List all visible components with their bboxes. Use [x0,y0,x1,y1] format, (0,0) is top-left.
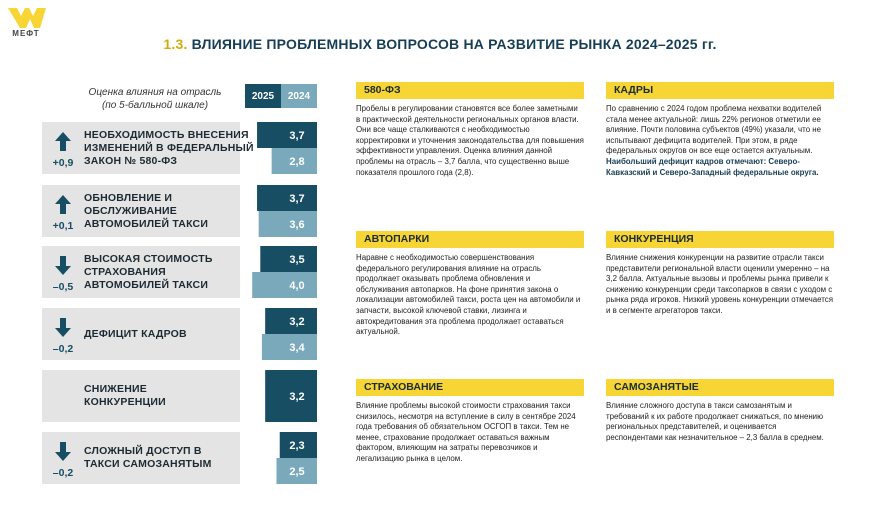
card-insurance-title: СТРАХОВАНИЕ [356,379,584,396]
card-insurance-body: Влияние проблемы высокой стоимости страхования такси снизилось, несмотря на вступление в силу в сентябре 2024 года требования об обязательном ОСГОП в такси. Тем не менее, страхование продолжает оставаться важным фактором, влияющим на затраты перевозчиков и легализацию рынка в целом. [356,401,576,463]
category-label-line: ТАКСИ САМОЗАНЯТЫМ [84,458,212,470]
card-fleets-title: АВТОПАРКИ [356,231,584,248]
bar-2024-value-label: 3,4 [289,342,305,354]
bar-2025 [257,122,317,148]
legend-2024: 2024 [281,84,317,108]
bar-2025-value-label: 3,2 [289,316,305,328]
category-label-line: АВТОМОБИЛЕЙ ТАКСИ [84,278,209,291]
change-value: –0,2 [52,467,74,479]
category-label-line: ОБНОВЛЕНИЕ И [84,191,173,204]
category-label [84,383,260,409]
logo-text: МЕФТ [12,29,40,38]
card-fleets-body: Наравне с необходимостью совершенствования федерального регулирования влияние на отрасль продолжает оказывать проблема обновления и обслуживания автопарков. На фоне принятия закона о локализации автомобилей такси, роста цен на автомобили и запчасти, высокой ключевой ставки, лизинга и автокредитования эта проблема продолжает оставаться актуальной. [356,253,581,337]
category-label-line: ДЕФИЦИТ КАДРОВ [84,327,187,340]
change-value: –0,5 [52,281,74,293]
bar-2024-value-label: 2,5 [289,466,305,478]
category-label [84,192,260,231]
bar-2025 [257,185,317,211]
category-label [84,253,260,292]
category-label-line: СТРАХОВАНИЯ [84,265,166,278]
bar-2024-value-label: 3,6 [289,219,305,231]
category-label-line: НЕОБХОДИМОСТЬ ВНЕСЕНИЯ [84,128,249,141]
bar-2025-value-label: 2,3 [289,440,305,452]
category-label [84,129,260,168]
legend-caption-line-1: Оценка влияния на отрасль [88,87,222,98]
category-label [84,328,260,341]
card-580fz-title: 580-ФЗ [356,82,584,99]
card-competition [606,229,834,317]
bar-2025-value-label: 3,2 [289,391,305,403]
legend-caption-line-2: (по 5-балльной шкале) [101,100,209,111]
category-label-line: СЛОЖНЫЙ ДОСТУП В [84,445,202,457]
bar-2025-value-label: 3,7 [289,193,305,205]
card-insurance [356,377,584,465]
category-label [84,445,260,471]
card-580fz [356,80,584,178]
bar-2024-value-label: 4,0 [289,280,305,292]
card-staff-title: КАДРЫ [606,82,834,99]
category-label-line: АВТОМОБИЛЕЙ ТАКСИ [84,217,209,230]
section-number: 1.3. [163,36,188,52]
change-value: +0,1 [52,220,74,232]
bar-2024 [252,272,317,298]
card-competition-title: КОНКУРЕНЦИЯ [606,231,834,248]
card-fleets [356,229,584,338]
card-competition-body: Влияние снижения конкуренции на развитие отрасли такси представители региональной власти оценили умеренно – на 3,2 балла. Актуальные вызовы и проблемы рынка привели к снижению конкуренции среди таксопарков в связи с уходом с рынка ряда игроков. Низкий уровень конкуренции отмечается и в сегменте агрегаторов такси. [606,253,834,315]
bar-2024 [259,211,317,237]
category-label-line: КОНКУРЕНЦИИ [84,396,166,408]
category-label-line: СНИЖЕНИЕ [84,383,147,395]
change-value: –0,2 [52,343,74,355]
card-staff [606,80,834,178]
category-label-line: ОБСЛУЖИВАНИЕ [84,204,178,217]
card-selfemployed [606,377,834,443]
legend-2025: 2025 [245,84,281,108]
title-text: ВЛИЯНИЕ ПРОБЛЕМНЫХ ВОПРОСОВ НА РАЗВИТИЕ РЫНКА 2024–2025 гг. [191,36,717,52]
bar-2025-value-label: 3,7 [289,130,305,142]
bar-2024-value-label: 2,8 [289,156,305,168]
card-selfemployed-body: Влияние сложного доступа в такси самозанятым и требований к их работе продолжает снижаться, по мнению региональных представителей, и оценивается респондентами как незначительное – 2,3 балла в среднем. [606,401,824,442]
category-label-line: ЗАКОН № 580-ФЗ [84,154,178,167]
card-staff-highlight: Наибольший дефицит кадров отмечают: Северо-Кавказский и Северо-Западный федеральные округа. [606,156,819,177]
card-staff-text: По сравнению с 2024 годом проблема нехватки водителей стала менее актуальной: лишь 22% регионов отметили ее влияние. Почти половина субъектов (49%) указали, что не испытывают дефицита водителей. При этом, в ряде федеральных округов он все еще остается актуальным. [606,104,822,156]
category-label-line: ИЗМЕНЕНИЙ В ФЕДЕРАЛЬНЫЙ [84,141,254,154]
card-selfemployed-title: САМОЗАНЯТЫЕ [606,379,834,396]
card-staff-body [606,104,834,178]
category-label-line: ВЫСОКАЯ СТОИМОСТЬ [84,252,213,265]
card-580fz-body: Пробелы в регулировании становятся все более заметными в практической деятельности региональных органов власти. Они все чаще сталкиваются с необходимостью корректировки и уточнения законодательства для повышения эффективности управления. Оценка влияния данной проблемы на отрасль – 3,7 балла, что существенно выше показателя прошлого года (2,8). [356,104,584,177]
change-value: +0,9 [52,157,74,169]
bar-2025-value-label: 3,5 [289,254,305,266]
